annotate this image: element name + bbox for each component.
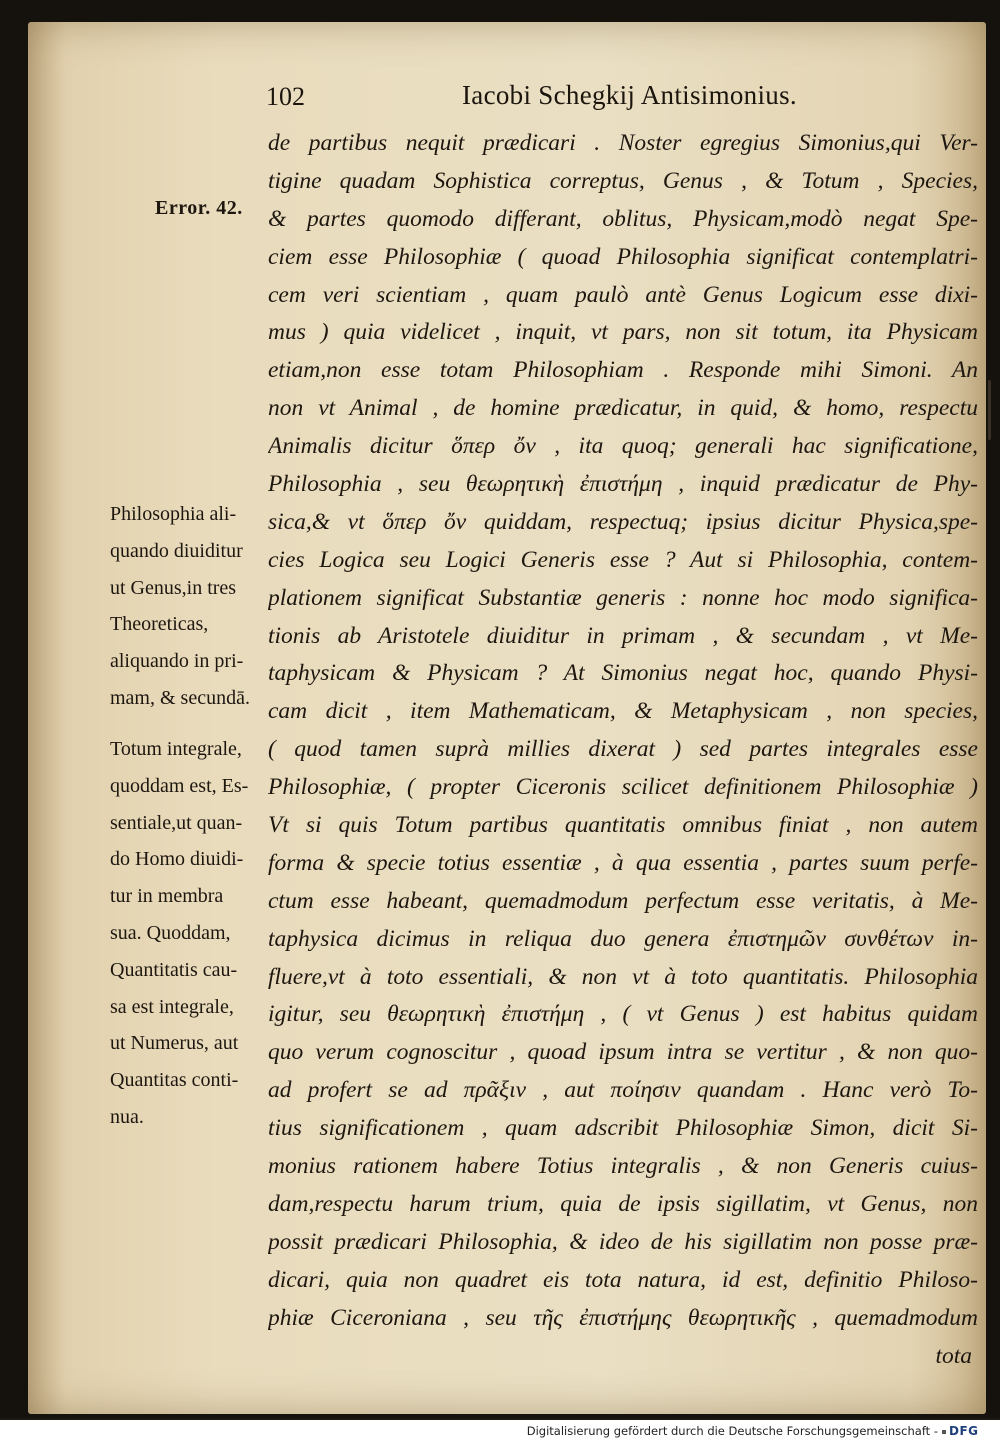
- text-line: taphysicam & Physicam ? At Simonius negat hoc, quando Physi-: [268, 660, 978, 687]
- text-line: monius rationem habere Totius integralis , & non Generis cuius-: [268, 1153, 978, 1180]
- text-line: ciem esse Philosophiæ ( quoad Philosophia significat contemplatri-: [268, 243, 978, 270]
- margin-note-line: ut Genus,in tres: [110, 576, 237, 599]
- text-line: Philosophia , seu θεωρητικὴ ἐπιστήμη , inquid prædicatur de Phy-: [268, 471, 978, 498]
- text-line: tius significationem , quam adscribit Philosophiæ Simon, dicit Si-: [268, 1115, 978, 1142]
- text-line: taphysica dicimus in reliqua duo genera ἐπιστημῶν συνθέτων in-: [268, 925, 978, 952]
- margin-note-error-text: Error. 42.: [155, 197, 243, 219]
- text-line: fluere,vt à toto essentiali, & non vt à toto quantitatis. Philosophia: [268, 963, 978, 990]
- margin-note-line: Philosophia ali-: [110, 503, 237, 525]
- page-number: 102: [266, 82, 305, 111]
- text-line: dicari, quia non quadret eis tota natura, id est, definitio Philoso-: [268, 1266, 978, 1293]
- text-line: mus ) quia videlicet , inquit, vt pars, non sit totum, ita Physicam: [268, 319, 978, 346]
- page-header: [266, 74, 796, 114]
- margin-note-line: Quantitas conti-: [110, 1069, 239, 1092]
- text-line: tigine quadam Sophistica correptus, Genus , & Totum , Species,: [268, 167, 978, 194]
- funding-note: Digitalisierung gefördert durch die Deutsche Forschungsgemeinschaft -: [526, 1424, 938, 1438]
- text-line: cem veri scientiam , quam paulò antè Genus Logicum esse dixi-: [268, 281, 978, 308]
- running-title: Iacobi Schegkij Antisimonius.: [462, 80, 797, 110]
- margin-note-line: quoddam est, Es-: [110, 774, 249, 797]
- margin-note-line: do Homo diuidi-: [110, 848, 244, 871]
- dfg-logo-text: DFG: [949, 1424, 979, 1438]
- body-text: [268, 125, 978, 1375]
- text-line: tionis ab Aristotele diuiditur in primam , & secundam , vt Me-: [268, 622, 978, 649]
- margin-note-line: sa est integrale,: [110, 995, 234, 1018]
- margin-note-line: Quantitatis cau-: [110, 958, 238, 981]
- text-line: Vt si quis Totum partibus quantitatis omnibus finiat , non autem: [268, 812, 978, 839]
- catchword: tota: [935, 1342, 972, 1369]
- margin-note-line: mam, & secundā.: [110, 686, 250, 709]
- text-line: ctum esse habeant, quemadmodum perfectum esse veritatis, à Me-: [268, 887, 978, 914]
- text-line: ad profert se ad πρᾶξιν , aut ποίησιν quandam . Hanc verò To-: [268, 1077, 978, 1104]
- text-line: ( quod tamen suprà millies dixerat ) sed partes integrales esse: [268, 736, 978, 763]
- text-line: Animalis dicitur ὅπερ ὄν , ita quoq; generali hac significatione,: [268, 433, 978, 460]
- margin-note-line: Totum integrale,: [110, 738, 242, 760]
- margin-note-line: Theoreticas,: [110, 613, 209, 636]
- text-line: cam dicit , item Mathematicam, & Metaphysicam , non species,: [268, 698, 978, 725]
- margin-note-philosophia: [110, 496, 280, 717]
- margin-note-line: nua.: [110, 1105, 144, 1128]
- margin-note-line: aliquando in pri-: [110, 650, 244, 673]
- margin-note-line: quando diuiditur: [110, 539, 243, 562]
- margin-note-line: tur in membra: [110, 885, 224, 908]
- text-line: quo verum cognoscitur , quoad ipsum intra se vertitur , & non quo-: [268, 1039, 978, 1066]
- margin-note-line: ut Numerus, aut: [110, 1032, 239, 1055]
- margin-note-line: sua. Quoddam,: [110, 921, 231, 944]
- text-line: cies Logica seu Logici Generis esse ? Aut si Philosophia, contem-: [268, 546, 978, 573]
- text-line: plationem significat Substantiæ generis : nonne hoc modo significa-: [268, 584, 978, 611]
- logo-dot-icon: [942, 1430, 946, 1434]
- text-line: & partes quomodo differant, oblitus, Physicam,modò negat Spe-: [268, 205, 978, 232]
- dfg-logo[interactable]: [942, 1423, 990, 1440]
- text-line: phiæ Ciceroniana , seu τῆς ἐπιστήμης θεωρητικῆς , quemadmodum: [268, 1304, 978, 1331]
- text-line: igitur, seu θεωρητικὴ ἐπιστήμη , ( vt Genus ) est habitus quidam: [268, 1001, 978, 1028]
- text-line: etiam,non esse totam Philosophiam . Responde mihi Simoni. An: [268, 357, 978, 384]
- text-line: Philosophiæ, ( propter Ciceronis scilicet definitionem Philosophiæ ): [268, 774, 978, 801]
- text-line: forma & specie totius essentiæ , à qua essentia , partes suum perfe-: [268, 849, 978, 876]
- text-line: non vt Animal , de homine prædicatur, in quid, & homo, respectu: [268, 395, 978, 422]
- footer-bar: [0, 1420, 1000, 1445]
- margin-note-line: sentiale,ut quan-: [110, 811, 243, 834]
- text-line: de partibus nequit prædicari . Noster egregius Simonius,qui Ver-: [268, 130, 978, 156]
- text-line: sica,& vt ὅπερ ὄν quiddam, respectuq; ipsius dicitur Physica,spe-: [268, 508, 978, 535]
- margin-note-totum: [110, 731, 280, 1136]
- page-fold-mark: [988, 380, 991, 440]
- text-line: possit prædicari Philosophia, & ideo de his sigillatim non posse præ-: [268, 1228, 978, 1255]
- text-line: dam,respectu harum trium, quia de ipsis sigillatim, vt Genus, non: [268, 1190, 978, 1217]
